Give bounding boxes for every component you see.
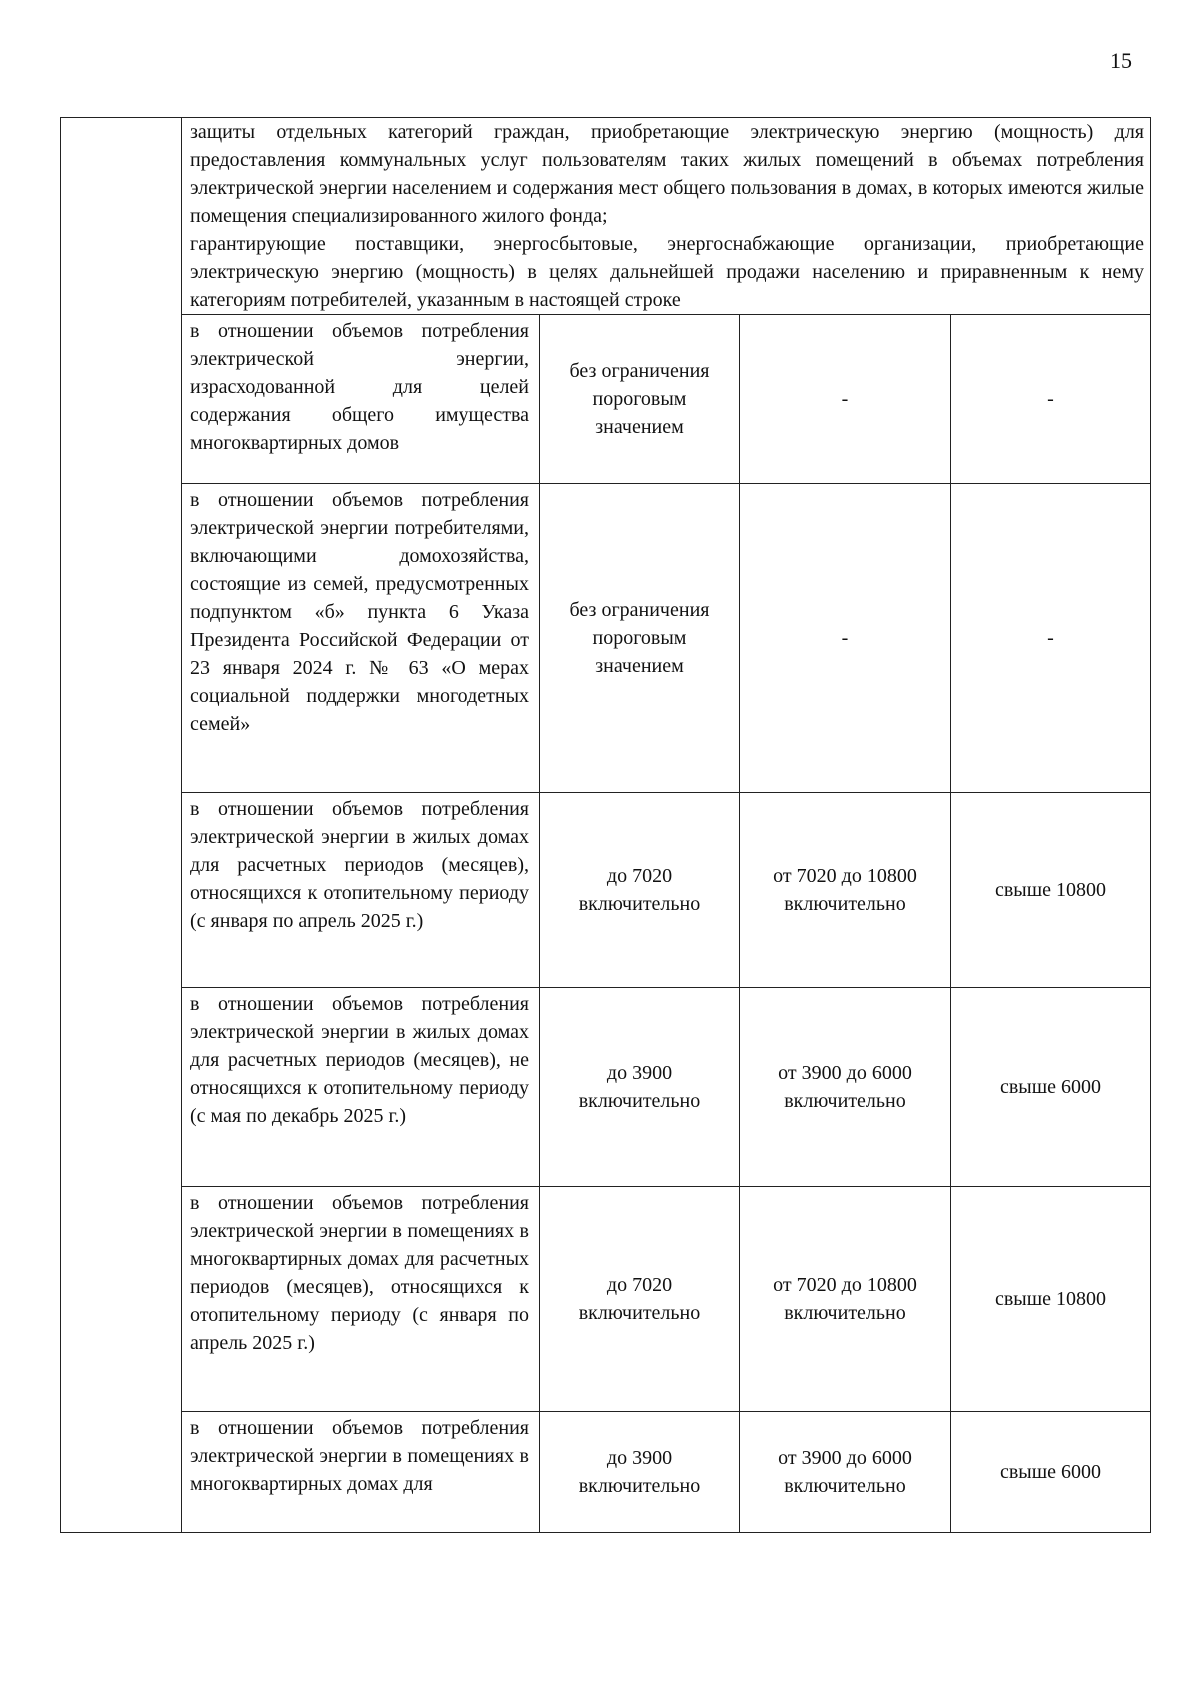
intro-cell xyxy=(182,118,1151,315)
intro-paragraph: защиты отдельных категорий граждан, приобретающие электрическую энергию (мощность) для предоставления коммунальных услуг пользователям таких жилых помещений в объемах потребления электрической энергии населением и содержания мест общего пользования в домах, в которых имеются жилые помещения специализированного жилого фонда; xyxy=(190,121,1144,227)
table-row xyxy=(61,988,1151,1187)
tariff-table xyxy=(60,117,1151,1533)
table-row xyxy=(61,315,1151,484)
threshold-range-1: без ограничения пороговым значением xyxy=(540,315,740,484)
threshold-range-3: свыше 10800 xyxy=(951,1187,1151,1412)
row-description: в отношении объемов потребления электрической энергии потребителями, включающими домохозяйства, состоящие из семей, предусмотренных подпунктом «б» пункта 6 Указа Президента Российской Федерации от 23 января 2024 г. № 63 «О мерах социальной поддержки многодетных семей» xyxy=(182,484,540,793)
table-row xyxy=(61,1412,1151,1533)
index-column-cell xyxy=(61,118,182,1533)
threshold-range-2: - xyxy=(740,484,951,793)
threshold-range-1: без ограничения пороговым значением xyxy=(540,484,740,793)
threshold-range-2: от 7020 до 10800 включительно xyxy=(740,1187,951,1412)
row-description: в отношении объемов потребления электрической энергии в жилых домах для расчетных периодов (месяцев), не относящихся к отопительному периоду (с мая по декабрь 2025 г.) xyxy=(182,988,540,1187)
threshold-range-3: свыше 6000 xyxy=(951,1412,1151,1533)
threshold-range-2: - xyxy=(740,315,951,484)
row-description: в отношении объемов потребления электрической энергии в помещениях в многоквартирных домах для xyxy=(182,1412,540,1533)
threshold-range-1: до 3900 включительно xyxy=(540,988,740,1187)
threshold-range-3: - xyxy=(951,315,1151,484)
threshold-range-2: от 3900 до 6000 включительно xyxy=(740,1412,951,1533)
threshold-range-3: - xyxy=(951,484,1151,793)
table-row xyxy=(61,793,1151,988)
row-description: в отношении объемов потребления электрической энергии в жилых домах для расчетных периодов (месяцев), относящихся к отопительному периоду (с января по апрель 2025 г.) xyxy=(182,793,540,988)
threshold-range-3: свыше 10800 xyxy=(951,793,1151,988)
page-number: 15 xyxy=(1110,48,1132,73)
threshold-range-2: от 7020 до 10800 включительно xyxy=(740,793,951,988)
intro-row xyxy=(61,118,1151,315)
table-row xyxy=(61,1187,1151,1412)
threshold-range-3: свыше 6000 xyxy=(951,988,1151,1187)
table-row xyxy=(61,484,1151,793)
intro-paragraph: гарантирующие поставщики, энергосбытовые, энергоснабжающие организации, приобретающие электрическую энергию (мощность) в целях дальнейшей продажи населению и приравненным к нему категориям потребителей, указанным в настоящей строке xyxy=(190,233,1144,311)
threshold-range-2: от 3900 до 6000 включительно xyxy=(740,988,951,1187)
threshold-range-1: до 7020 включительно xyxy=(540,793,740,988)
row-description: в отношении объемов потребления электрической энергии, израсходованной для целей содержания общего имущества многоквартирных домов xyxy=(182,315,540,484)
threshold-range-1: до 3900 включительно xyxy=(540,1412,740,1533)
row-description: в отношении объемов потребления электрической энергии в помещениях в многоквартирных домах для расчетных периодов (месяцев), относящихся к отопительному периоду (с января по апрель 2025 г.) xyxy=(182,1187,540,1412)
threshold-range-1: до 7020 включительно xyxy=(540,1187,740,1412)
